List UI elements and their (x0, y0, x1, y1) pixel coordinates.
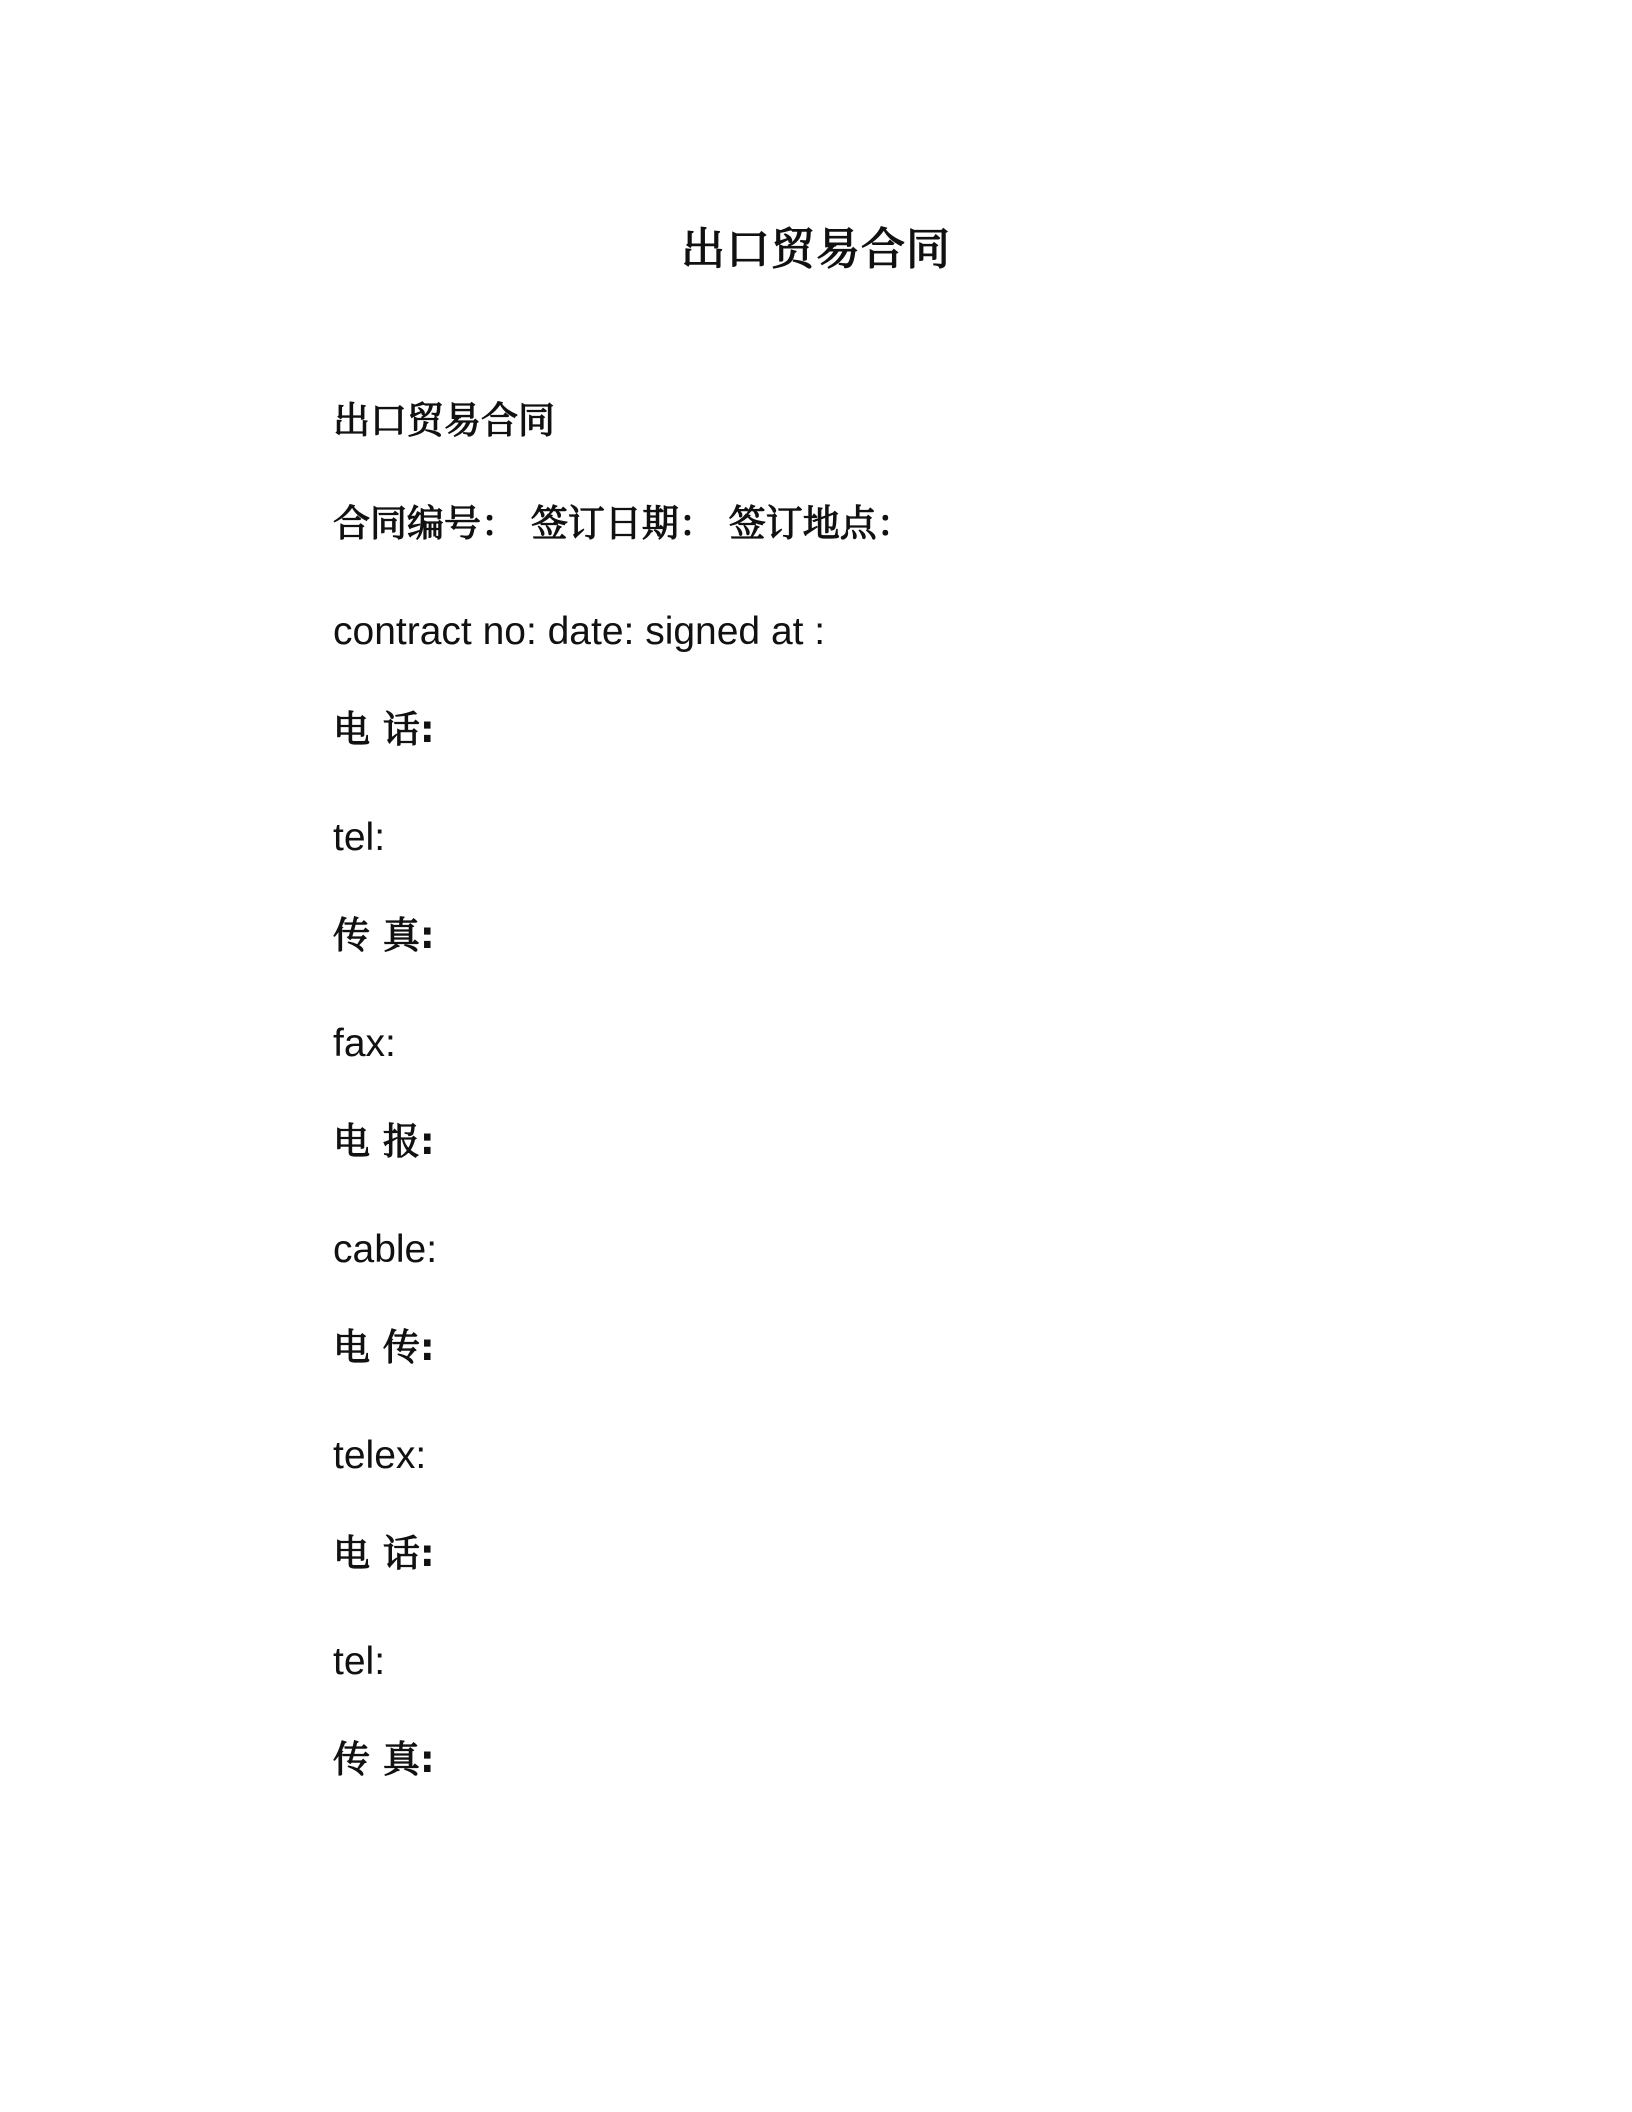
telex-label-en: telex: (333, 1434, 427, 1477)
document-title: 出口贸易合同 (681, 224, 951, 275)
telex-label-cn: 电 传: (333, 1326, 435, 1369)
fax-label-cn-2: 传 真: (333, 1738, 435, 1781)
phone-label-cn-2: 电 话: (333, 1532, 435, 1575)
phone-label-en: tel: (333, 816, 386, 859)
cable-label-cn: 电 报: (333, 1120, 435, 1163)
phone-label-en-2: tel: (333, 1640, 386, 1683)
section-heading: 出口贸易合同 (333, 399, 555, 442)
contract-info-en: contract no: date: signed at : (333, 610, 826, 653)
phone-label-cn: 电 话: (333, 708, 435, 751)
cable-label-en: cable: (333, 1228, 438, 1271)
fax-label-cn: 传 真: (333, 914, 435, 957)
contract-info-cn: 合同编号： 签订日期： 签订地点： (333, 502, 914, 545)
fax-label-en: fax: (333, 1022, 396, 1065)
